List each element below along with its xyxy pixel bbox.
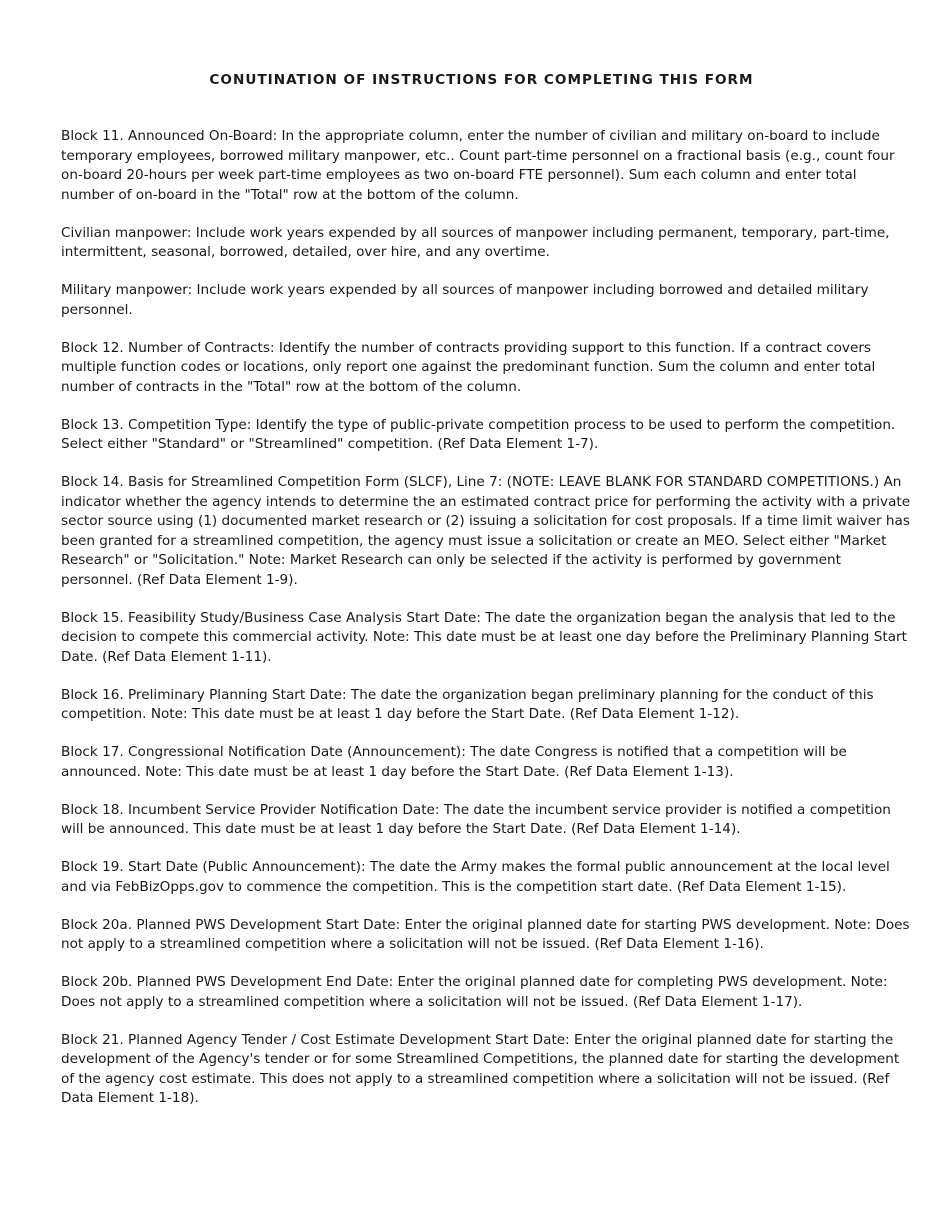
paragraph-civilian-manpower: Civilian manpower: Include work years expended by all sources of manpower including permanent, temporary, part-time, intermittent, seasonal, borrowed, detailed, over hire, and any overtime. — [61, 224, 890, 260]
paragraph-block-12: Block 12. Number of Contracts: Identify the number of contracts providing support to this function. If a contract covers multiple function codes or locations, only report one against the predominant function. Sum the column and enter total number of contracts in the "Total" row at the bottom of the column. — [61, 339, 876, 395]
paragraph-block-20a: Block 20a. Planned PWS Development Start Date: Enter the original planned date for starting PWS development. Note: Does not apply to a streamlined competition where a solicitation will not be issued. (Ref Data Element 1-16). — [61, 916, 910, 952]
page-title: CONUTINATION OF INSTRUCTIONS FOR COMPLETING THIS FORM — [209, 72, 754, 88]
paragraph-block-21: Block 21. Planned Agency Tender / Cost Estimate Development Start Date: Enter the original planned date for starting the development of the Agency's tender or for some Streamlined Competitions, the planned date for starting the development of the agency cost estimate. This does not apply to a streamlined competition where a solicitation will not be issued. (Ref Data Element 1-18). — [61, 1031, 900, 1106]
paragraph-block-20b: Block 20b. Planned PWS Development End Date: Enter the original planned date for completing PWS development. Note: Does not apply to a streamlined competition where a solicitation will not be issued. (Ref Data Element 1-17). — [61, 974, 888, 1010]
paragraph-block-13: Block 13. Competition Type: Identify the type of public-private competition process to be used to perform the competition. Select either "Standard" or "Streamlined" competition. (Ref Data Element 1-7). — [61, 416, 896, 452]
paragraph-block-15: Block 15. Feasibility Study/Business Case Analysis Start Date: The date the organization began the analysis that led to the decision to compete this commercial activity. Note: This date must be at least one day before the Preliminary Planning Start Date. (Ref Data Element 1-11). — [61, 609, 907, 665]
paragraph-block-17: Block 17. Congressional Notification Date (Announcement): The date Congress is notified that a competition will be announced. Note: This date must be at least 1 day before the Start Date. (Ref Data Element 1-13). — [61, 744, 847, 780]
paragraph-block-16: Block 16. Preliminary Planning Start Date: The date the organization began preliminary planning for the conduct of this competition. Note: This date must be at least 1 day before the Start Date. (Ref Data Element 1-12). — [61, 686, 874, 722]
paragraph-block-19: Block 19. Start Date (Public Announcement): The date the Army makes the formal public announcement at the local level and via FebBizOpps.gov to commence the competition. This is the competition start date. (Ref Data Element 1-15). — [61, 859, 890, 895]
instructions-body — [61, 127, 913, 1127]
paragraph-military-manpower: Military manpower: Include work years expended by all sources of manpower including borrowed and detailed military personnel. — [61, 282, 869, 318]
paragraph-block-18: Block 18. Incumbent Service Provider Notification Date: The date the incumbent service provider is notified a competition will be announced. This date must be at least 1 day before the Start Date. (Ref Data Element 1-14). — [61, 801, 891, 837]
paragraph-block-14: Block 14. Basis for Streamlined Competition Form (SLCF), Line 7: (NOTE: LEAVE BLANK FOR STANDARD COMPETITIONS.) An indicator whether the agency intends to determine the an estimated contract price for performing the activity with a private sector source using (1) documented market research or (2) issuing a solicitation for cost proposals. If a time limit waiver has been granted for a streamlined competition, the agency must issue a solicitation or create an MEO. Select either "Market Research" or "Solicitation." Note: Market Research can only be selected if the activity is performed by government personnel. (Ref Data Element 1-9). — [61, 474, 911, 588]
paragraph-block-11: Block 11. Announced On-Board: In the appropriate column, enter the number of civilian and military on-board to include temporary employees, borrowed military manpower, etc.. Count part-time personnel on a fractional basis (e.g., count four on-board 20-hours per week part-time employees as two on-board FTE personnel). Sum each column and enter total number of on-board in the "Total" row at the bottom of the column. — [61, 128, 895, 203]
